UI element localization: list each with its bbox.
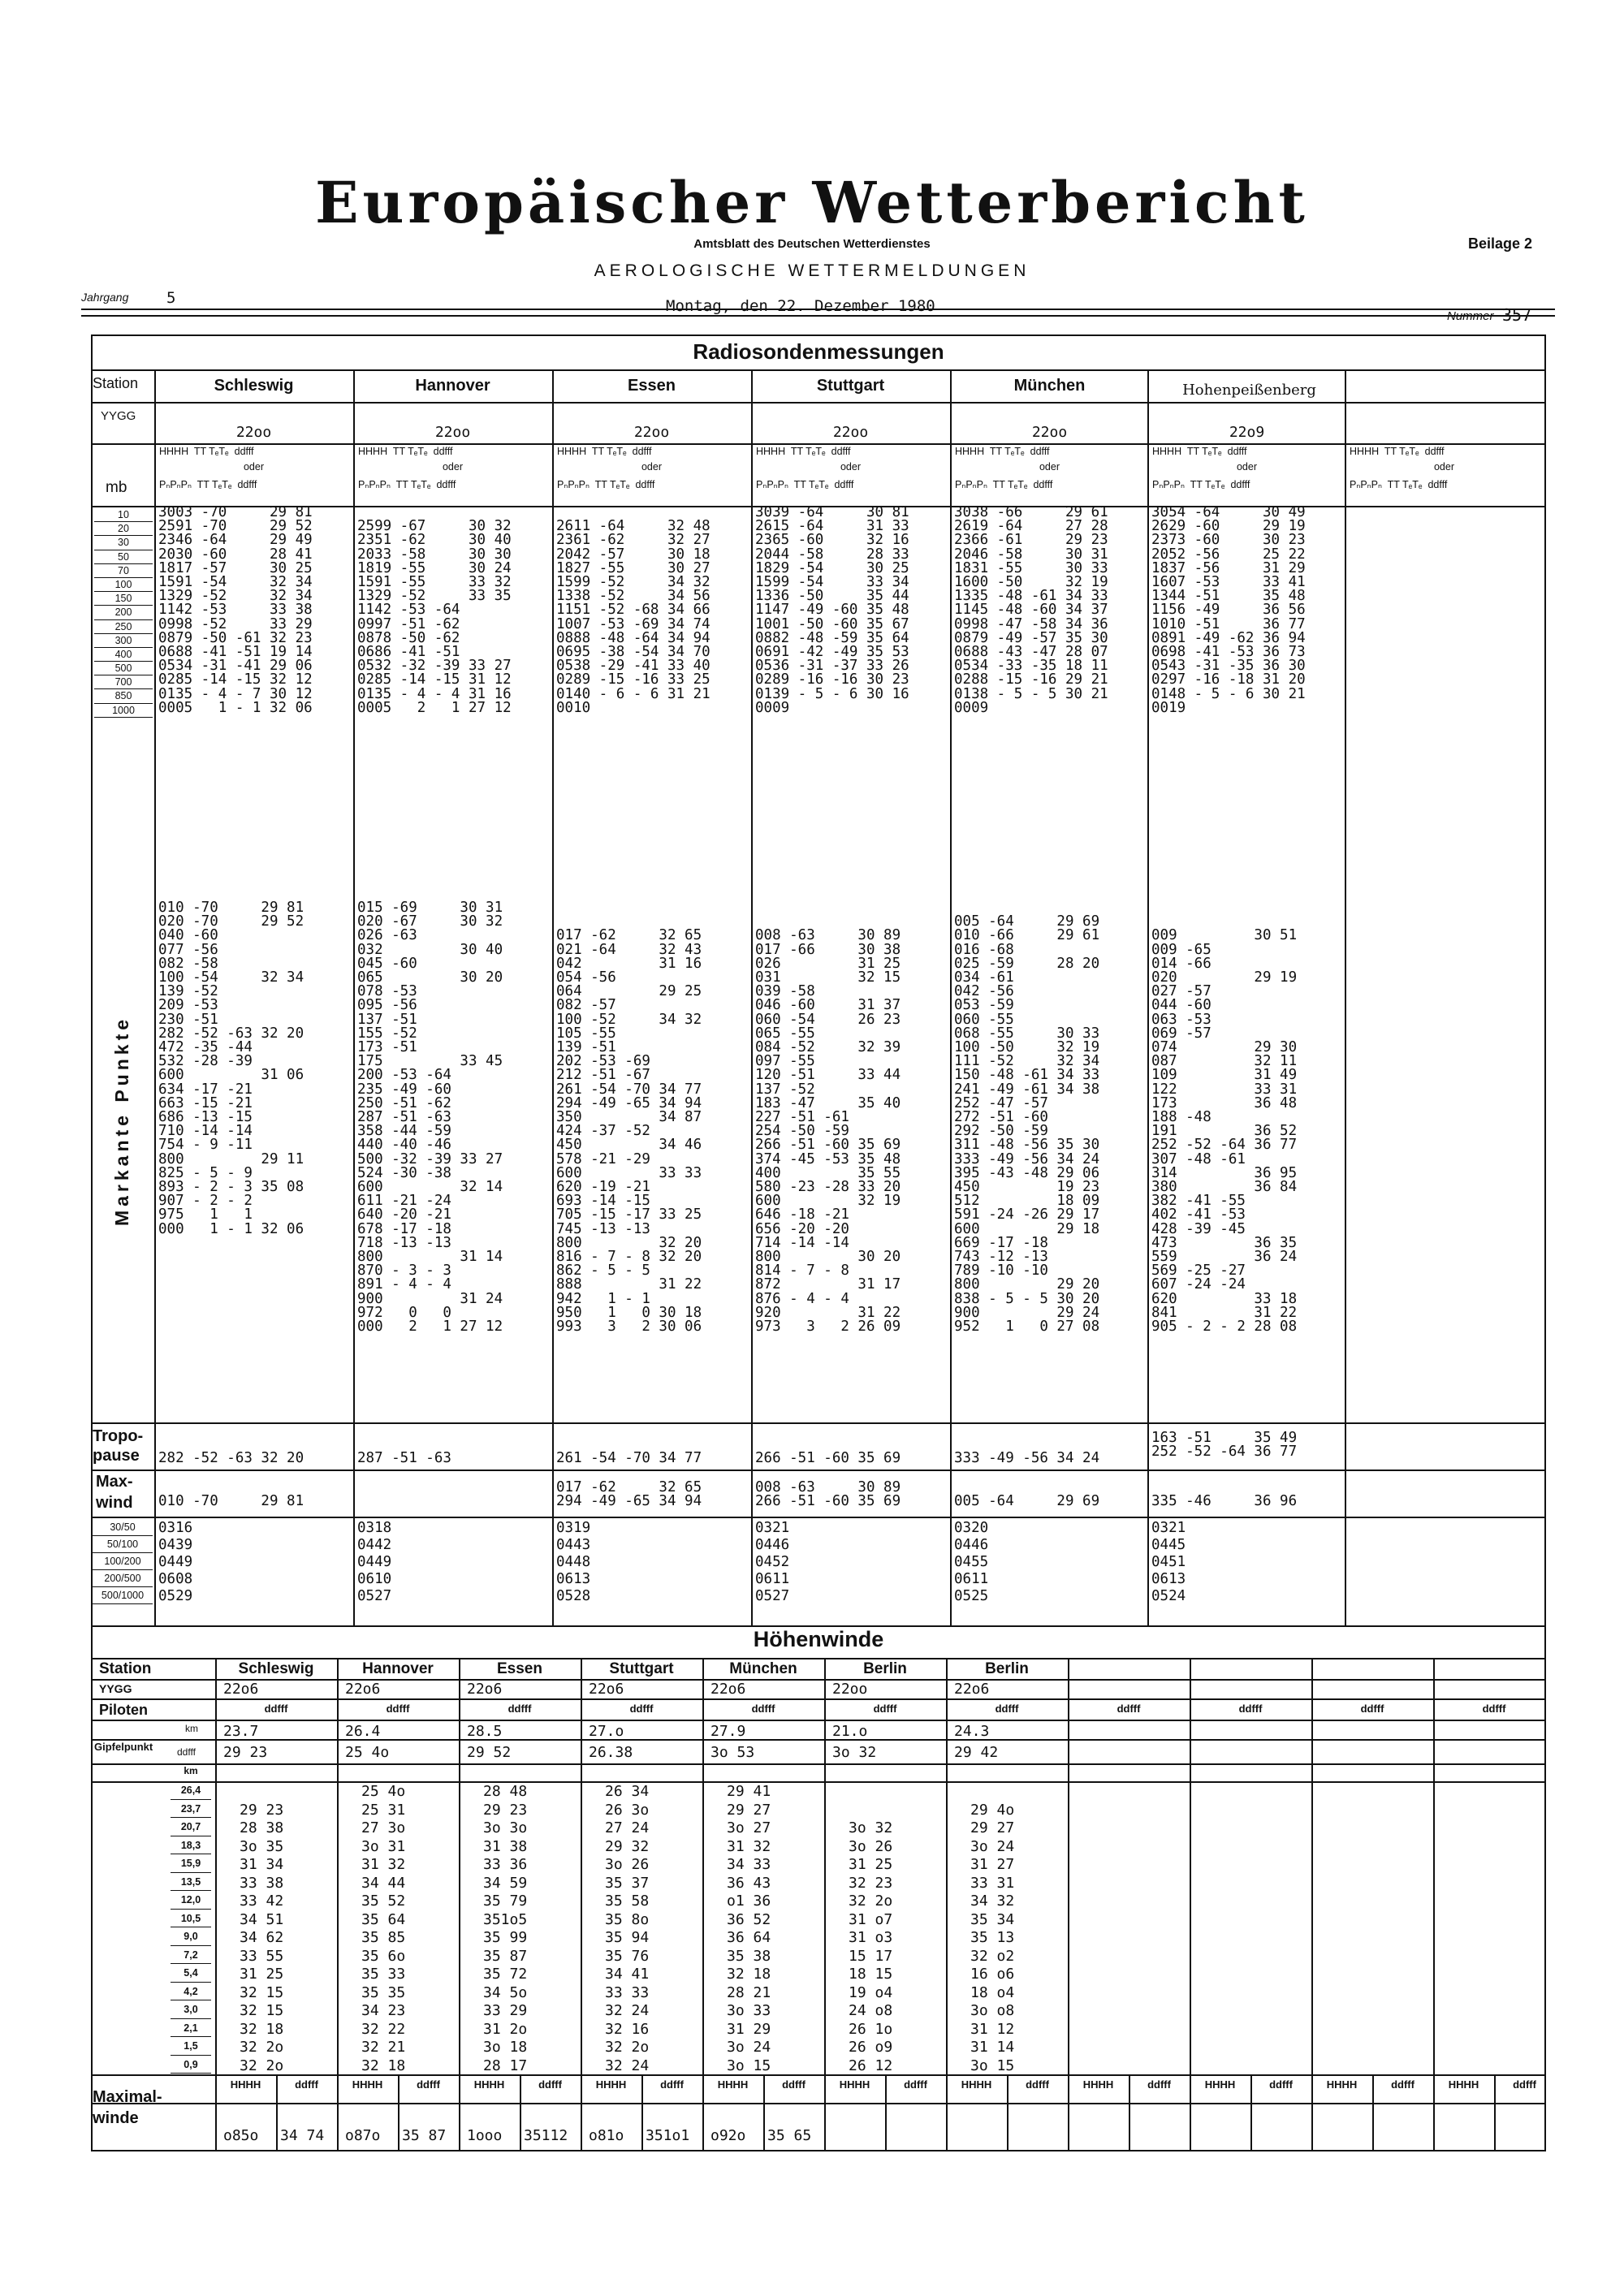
hw-km-level: 12,0 — [171, 1891, 211, 1910]
station-levels: 3039 -64 30 81 2615 -64 31 33 2365 -60 32 16 2044 -58 28 33 1829 -54 30 25 1599 -54 33 34 1336 -50 35 44 1147 -49 -60 35 48 1001 -50 -60 35 67 0882 -48 -59 35 64 0691 -42 -49 35 53 0536 -31 -37 33 26 0289 -16 -16 30 23 0139 - 5 - 6 30 16 0009 — [755, 504, 909, 716]
rule — [91, 2103, 1546, 2104]
rule — [1250, 2074, 1252, 2151]
station-yygg: 22oo — [235, 424, 272, 441]
station-thickness: 0318 0442 0449 0610 0527 — [357, 1520, 392, 1604]
hw-km-head: km — [184, 1765, 198, 1776]
markante-label: Markante Punkte — [111, 1015, 133, 1226]
hw-gipfel-km: 28.5 — [467, 1723, 503, 1740]
rule — [1068, 1658, 1069, 2151]
hw-max-ddfff-head: ddfff — [417, 2078, 440, 2091]
pressure-level: 100 — [94, 578, 153, 592]
hw-max-hhhh: o81o — [589, 2127, 624, 2144]
nummer-label: Nummer — [1447, 309, 1494, 323]
hw-km-level: 26,4 — [171, 1781, 211, 1800]
amtsblatt-text: Amtsblatt des Deutschen Wetterdienstes — [693, 237, 931, 251]
hw-gipfel-km: 24.3 — [954, 1723, 990, 1740]
hw-ddfff-head: ddfff — [1116, 1703, 1141, 1715]
rule — [1494, 2074, 1496, 2151]
thickness-level: 50/100 — [93, 1536, 153, 1553]
maxwind-label: Max- wind — [96, 1473, 133, 1512]
hw-gipfel-km: 27.9 — [710, 1723, 746, 1740]
rule — [91, 1698, 1546, 1700]
column-header-2: PₙPₙPₙ TT TₑTₑ ddfff — [756, 479, 854, 490]
station-thickness: 0319 0443 0448 0613 0528 — [556, 1520, 591, 1604]
hw-hhhh-head: HHHH — [1204, 2078, 1236, 2091]
hw-km-level: 5,4 — [171, 1964, 211, 1983]
column-header-oder: oder — [1433, 461, 1455, 473]
station-label: Station — [93, 375, 139, 391]
rule — [215, 1658, 217, 2151]
rule — [276, 2074, 278, 2151]
pressure-level: 50 — [94, 550, 153, 564]
station-name: München — [1013, 377, 1086, 395]
hoehenwinde-title: Höhenwinde — [753, 1627, 884, 1651]
hw-station-yygg: 22oo — [832, 1681, 868, 1698]
column-header: HHHH TT TₑTₑ ddfff — [159, 446, 254, 457]
hw-km-level: 20,7 — [171, 1818, 211, 1836]
hw-max-ddfff-head: ddfff — [295, 2078, 318, 2091]
hw-km-level: 0,9 — [171, 2056, 211, 2074]
hw-max-ddfff-head: ddfff — [1269, 2078, 1293, 2091]
station-tropopause: 266 -51 -60 35 69 — [755, 1450, 901, 1466]
hw-ddfff-head: ddfff — [264, 1703, 288, 1715]
pressure-level: 20 — [94, 522, 153, 536]
rule — [398, 2074, 400, 2151]
pressure-level: 300 — [94, 634, 153, 648]
station-thickness: 0320 0446 0455 0611 0525 — [954, 1520, 989, 1604]
rule — [154, 369, 156, 1627]
station-yygg: 22oo — [1031, 424, 1068, 441]
hw-max-dd: 351o1 — [646, 2127, 690, 2144]
hw-ddfff-label: ddfff — [177, 1746, 196, 1758]
station-name: Stuttgart — [816, 377, 885, 395]
hw-max-dd: 35 65 — [767, 2127, 812, 2144]
hw-max-hhhh: o87o — [345, 2127, 381, 2144]
hw-ddfff-head: ddfff — [629, 1703, 654, 1715]
hw-station-winds: 29 41 29 27 3o 27 31 32 34 33 36 43 o1 36 36 52 36 64 35 38 32 18 28 21 3o 33 31 29 3o 24 3o 15 — [727, 1783, 771, 2074]
hw-km-level: 15,9 — [171, 1854, 211, 1873]
hw-gipfel-km: 26.4 — [345, 1723, 381, 1740]
hw-max-ddfff-head: ddfff — [660, 2078, 684, 2091]
pressure-level: 850 — [94, 689, 153, 703]
rule — [91, 1720, 1546, 1721]
hw-station-winds: 29 4o 29 27 3o 24 31 27 33 31 34 32 35 34 35 13 32 o2 16 o6 18 o4 3o o8 31 12 31 14 3o 15 — [970, 1801, 1015, 2074]
hw-station-winds: 3o 32 3o 26 31 25 32 23 32 2o 31 o7 31 o3 15 17 18 15 19 o4 24 o8 26 1o 26 o9 26 12 — [849, 1819, 893, 2074]
hw-station-winds: 25 4o 25 31 27 3o 3o 31 31 32 34 44 35 52 35 64 35 85 35 6o 35 33 35 35 34 23 32 22 32 21 32 18 — [361, 1783, 406, 2074]
hw-hhhh-head: HHHH — [595, 2078, 627, 2091]
hw-station-name: Berlin — [985, 1660, 1029, 1677]
hw-station-yygg: 22o6 — [467, 1681, 503, 1698]
hw-gipfel-dd: 3o 53 — [710, 1744, 755, 1761]
hw-max-hhhh: o85o — [223, 2127, 259, 2144]
column-header: HHHH TT TₑTₑ ddfff — [756, 446, 851, 457]
hw-ddfff-head: ddfff — [751, 1703, 775, 1715]
column-header-2: PₙPₙPₙ TT TₑTₑ ddfff — [955, 479, 1053, 490]
column-header-2: PₙPₙPₙ TT TₑTₑ ddfff — [1350, 479, 1448, 490]
column-header-oder: oder — [1039, 461, 1060, 473]
rule — [581, 1658, 582, 2151]
rule — [885, 2074, 887, 2151]
hw-ddfff-head: ddfff — [873, 1703, 897, 1715]
hw-ddfff-head: ddfff — [386, 1703, 410, 1715]
hw-km-level: 10,5 — [171, 1910, 211, 1928]
rule — [91, 369, 1546, 371]
jahrgang-label: Jahrgang — [81, 291, 129, 304]
rule — [1311, 1658, 1313, 2151]
hw-max-ddfff-head: ddfff — [1147, 2078, 1171, 2091]
column-header: HHHH TT TₑTₑ ddfff — [1152, 446, 1247, 457]
rule — [353, 369, 355, 1627]
hw-gipfel-dd: 26.38 — [589, 1744, 633, 1761]
station-yygg: 22o9 — [1229, 424, 1265, 441]
hw-km-level: 4,2 — [171, 1983, 211, 2001]
hw-gipfel-dd: 3o 32 — [832, 1744, 877, 1761]
hw-gipfel-dd: 29 42 — [954, 1744, 999, 1761]
rule — [1007, 2074, 1009, 2151]
thickness-level: 100/200 — [93, 1553, 153, 1570]
rule — [552, 369, 554, 1627]
hw-station-name: Schleswig — [238, 1660, 314, 1677]
rule — [950, 369, 952, 1627]
rule — [702, 1658, 704, 2151]
header-rule-2 — [81, 315, 1555, 317]
rule — [91, 1517, 1546, 1518]
pressure-level: 400 — [94, 648, 153, 662]
hw-station-winds: 28 48 29 23 3o 3o 31 38 33 36 34 59 35 79 351o5 35 99 35 87 35 72 34 5o 33 29 31 2o 3o 18 28 17 — [483, 1783, 528, 2074]
rule — [641, 2074, 643, 2151]
hw-maximalwinde-label: Maximal- winde — [93, 2088, 162, 2127]
pressure-level: 700 — [94, 675, 153, 689]
hw-max-hhhh: o92o — [710, 2127, 746, 2144]
hw-station-name: Hannover — [362, 1660, 434, 1677]
station-tropopause: 261 -54 -70 34 77 — [556, 1450, 702, 1466]
rule — [91, 1781, 1546, 1783]
station-maxwind: 010 -70 29 81 — [158, 1493, 304, 1510]
thickness-level: 30/50 — [93, 1519, 153, 1536]
header-rule — [81, 309, 1555, 310]
pressure-level: 200 — [94, 606, 153, 619]
markante-label-wrap — [91, 966, 154, 1275]
rule — [91, 1763, 1546, 1765]
hw-max-ddfff-head: ddfff — [538, 2078, 562, 2091]
page-title: Europäischer Wetterbericht — [315, 169, 1309, 236]
hw-gipfel-dd: 25 4o — [345, 1744, 390, 1761]
column-header-oder: oder — [1236, 461, 1258, 473]
station-yygg: 22oo — [434, 424, 471, 441]
rule — [91, 443, 1546, 445]
jahrgang-value: 5 — [166, 289, 176, 307]
station-tropopause: 333 -49 -56 34 24 — [954, 1450, 1100, 1466]
hw-gipfel-label: Gipfelpunkt — [94, 1741, 153, 1753]
hw-hhhh-head: HHHH — [473, 2078, 505, 2091]
thickness-levels — [93, 1519, 153, 1604]
hw-station-yygg: 22o6 — [223, 1681, 259, 1698]
pressure-levels — [94, 508, 153, 718]
hw-km-level: 23,7 — [171, 1800, 211, 1819]
column-header-oder: oder — [840, 461, 862, 473]
hw-max-hhhh: 1ooo — [467, 2127, 503, 2144]
column-header: HHHH TT TₑTₑ ddfff — [1350, 446, 1445, 457]
hw-station-winds: 29 23 28 38 3o 35 31 34 33 38 33 42 34 51 34 62 33 55 31 25 32 15 32 15 32 18 32 2o 32 2o — [240, 1801, 284, 2074]
hw-max-ddfff-head: ddfff — [782, 2078, 806, 2091]
station-maxwind: 008 -63 30 89 266 -51 -60 35 69 — [755, 1479, 901, 1510]
hw-km-label: km — [185, 1723, 198, 1734]
rule — [1147, 369, 1149, 1627]
station-tropopause: 287 -51 -63 — [357, 1450, 451, 1466]
station-thickness: 0321 0446 0452 0611 0527 — [755, 1520, 790, 1604]
hw-station-yygg: 22o6 — [345, 1681, 381, 1698]
station-levels: 2611 -64 32 48 2361 -62 32 27 2042 -57 30 18 1827 -55 30 27 1599 -52 34 32 1338 -52 34 56 1151 -52 -68 34 66 1007 -53 -69 34 74 0888 -48 -64 34 94 0695 -38 -54 34 70 0538 -29 -41 33 40 0289 -15 -16 33 25 0140 - 6 - 6 31 21 0010 — [556, 518, 710, 716]
hw-hhhh-head: HHHH — [1448, 2078, 1479, 2091]
hw-ddfff-head: ddfff — [508, 1703, 532, 1715]
station-yygg: 22oo — [832, 424, 869, 441]
hw-station-yygg: 22o6 — [589, 1681, 624, 1698]
station-markante: 015 -69 30 31 020 -67 30 32 026 -63 032 30 40 045 -60 065 30 20 078 -53 095 -56 137 -51 155 -52 173 -51 175 33 45 200 -53 -64 235 -49 -60 250 -51 -62 287 -51 -63 358 -44 -59 440 -40 -46 500 -32 -39 33 27 524 -30 -38 600 32 14 611 -21 -24 640 -20 -21 678 -17 -18 718 -13 -13 800 31 14 870 - 3 - 3 891 - 4 - 4 900 31 24 972 0 0 000 2 1 27 12 — [357, 900, 503, 1336]
hw-km-level: 1,5 — [171, 2037, 211, 2056]
station-maxwind: 005 -64 29 69 — [954, 1493, 1100, 1510]
hw-km-level: 18,3 — [171, 1836, 211, 1855]
rule — [1345, 369, 1346, 1627]
hw-max-ddfff-head: ddfff — [1513, 2078, 1536, 2091]
hw-max-dd: 35 87 — [402, 2127, 447, 2144]
hw-gipfel-km: 27.o — [589, 1723, 624, 1740]
rule — [91, 2074, 1546, 2076]
hw-station-label: Station — [99, 1660, 152, 1677]
hw-station-name: München — [729, 1660, 797, 1677]
pressure-level: 10 — [94, 508, 153, 522]
rule — [91, 1658, 1546, 1659]
rule — [459, 1658, 460, 2151]
rule — [1433, 1658, 1435, 2151]
column-header: HHHH TT TₑTₑ ddfff — [557, 446, 652, 457]
column-header-2: PₙPₙPₙ TT TₑTₑ ddfff — [1152, 479, 1250, 490]
station-tropopause: 282 -52 -63 32 20 — [158, 1450, 304, 1466]
station-levels: 3054 -64 30 49 2629 -60 29 19 2373 -60 30 23 2052 -56 25 22 1837 -56 31 29 1607 -53 33 41 1344 -51 35 48 1156 -49 36 56 1010 -51 36 77 0891 -49 -62 36 94 0698 -41 -53 36 73 0543 -31 -35 36 30 0297 -16 -18 31 20 0148 - 5 - 6 30 21 0019 — [1151, 504, 1306, 716]
station-levels: 2599 -67 30 32 2351 -62 30 40 2033 -58 30 30 1819 -55 30 24 1591 -55 33 32 1329 -52 33 35 1142 -53 -64 0997 -51 -62 0878 -50 -62 0686 -41 -51 0532 -32 -39 33 27 0285 -14 -15 31 12 0135 - 4 - 4 31 16 0005 2 1 27 12 — [357, 518, 512, 716]
rule — [91, 1470, 1546, 1471]
hw-hhhh-head: HHHH — [1326, 2078, 1358, 2091]
subtitle: AEROLOGISCHE WETTERMELDUNGEN — [594, 261, 1030, 280]
station-levels: 3038 -66 29 61 2619 -64 27 28 2366 -61 29 23 2046 -58 30 31 1831 -55 30 33 1600 -50 32 19 1335 -48 -61 34 33 1145 -48 -60 34 37 0998 -47 -58 34 36 0879 -49 -57 35 30 0688 -43 -47 28 07 0534 -33 -35 18 11 0288 -15 -16 29 21 0138 - 5 - 5 30 21 0009 — [954, 504, 1108, 716]
rule — [91, 402, 1546, 404]
nummer-value: 357 — [1502, 305, 1532, 325]
rule — [763, 2074, 765, 2151]
station-tropopause: 163 -51 35 49 252 -52 -64 36 77 — [1151, 1430, 1298, 1461]
column-header-2: PₙPₙPₙ TT TₑTₑ ddfff — [358, 479, 456, 490]
station-yygg: 22oo — [633, 424, 670, 441]
hw-max-dd: 35112 — [524, 2127, 568, 2144]
beilage-label: Beilage 2 — [1468, 235, 1533, 252]
station-markante: 008 -63 30 89 017 -66 30 38 026 31 25 031 32 15 039 -58 046 -60 31 37 060 -54 26 23 065 -55 084 -52 32 39 097 -55 120 -51 33 44 137 -52 183 -47 35 40 227 -51 -61 254 -50 -59 266 -51 -60 35 69 374 -45 -53 35 48 400 35 55 580 -23 -28 33 20 600 32 19 646 -18 -21 656 -20 -20 714 -14 -14 800 30 20 814 - 7 - 8 872 31 17 876 - 4 - 4 920 31 22 973 3 2 26 09 — [755, 927, 901, 1336]
column-header-oder: oder — [442, 461, 464, 473]
station-name: Essen — [628, 377, 676, 395]
hw-yygg-label: YYGG — [99, 1682, 132, 1695]
station-thickness: 0321 0445 0451 0613 0524 — [1151, 1520, 1186, 1604]
station-name: Schleswig — [214, 377, 294, 395]
rule — [1129, 2074, 1130, 2151]
hw-hhhh-head: HHHH — [1082, 2078, 1114, 2091]
pressure-level: 150 — [94, 592, 153, 606]
hw-ddfff-head: ddfff — [995, 1703, 1019, 1715]
date-text: Montag, den 22. Dezember 1980 — [666, 297, 935, 315]
rule — [337, 1658, 339, 2151]
column-header-oder: oder — [641, 461, 663, 473]
column-header-2: PₙPₙPₙ TT TₑTₑ ddfff — [557, 479, 655, 490]
hw-hhhh-head: HHHH — [839, 2078, 870, 2091]
rule — [91, 1739, 1546, 1741]
hw-km-level: 13,5 — [171, 1873, 211, 1892]
hw-max-dd: 34 74 — [280, 2127, 325, 2144]
hw-ddfff-head: ddfff — [1238, 1703, 1263, 1715]
thickness-level: 500/1000 — [93, 1587, 153, 1604]
hw-ddfff-head: ddfff — [1360, 1703, 1384, 1715]
yygg-label: YYGG — [101, 409, 136, 423]
hw-gipfel-dd: 29 52 — [467, 1744, 512, 1761]
column-header-2: PₙPₙPₙ TT TₑTₑ ddfff — [159, 479, 257, 490]
hw-km-level: 3,0 — [171, 2000, 211, 2019]
station-name: Hannover — [415, 377, 490, 395]
hw-hhhh-head: HHHH — [230, 2078, 261, 2091]
hw-hhhh-head: HHHH — [961, 2078, 992, 2091]
hw-km-level: 9,0 — [171, 1927, 211, 1946]
hw-max-ddfff-head: ddfff — [1391, 2078, 1415, 2091]
pressure-level: 70 — [94, 564, 153, 578]
pressure-level: 30 — [94, 536, 153, 550]
rule — [751, 369, 753, 1627]
hw-piloten-label: Piloten — [99, 1702, 149, 1718]
pressure-level: 1000 — [94, 704, 153, 718]
column-header: HHHH TT TₑTₑ ddfff — [955, 446, 1050, 457]
hw-gipfel-dd: 29 23 — [223, 1744, 268, 1761]
hw-max-ddfff-head: ddfff — [1026, 2078, 1049, 2091]
hw-ddfff-head: ddfff — [1482, 1703, 1506, 1715]
station-thickness: 0316 0439 0449 0608 0529 — [158, 1520, 193, 1604]
rule — [91, 1422, 1546, 1424]
radiosonde-title: Radiosondenmessungen — [693, 339, 944, 364]
column-header-oder: oder — [243, 461, 265, 473]
hw-km-level: 7,2 — [171, 1946, 211, 1965]
hw-station-yygg: 22o6 — [710, 1681, 746, 1698]
station-markante: 005 -64 29 69 010 -66 29 61 016 -68 025 -59 28 20 034 -61 042 -56 053 -59 060 -55 068 -55 30 33 100 -50 32 19 111 -52 32 34 150 -48 -61 34 33 241 -49 -61 34 38 252 -47 -57 272 -51 -60 292 -50 -59 311 -48 -56 35 30 333 -49 -56 34 24 395 -43 -48 29 06 450 19 23 512 18 09 591 -24 -26 29 17 600 29 18 669 -17 -18 743 -12 -13 789 -10 -10 800 29 20 838 - 5 - 5 30 20 900 29 24 952 1 0 27 08 — [954, 913, 1100, 1336]
station-levels: 3003 -70 29 81 2591 -70 29 52 2346 -64 29 49 2030 -60 28 41 1817 -57 30 25 1591 -54 32 34 1329 -52 32 34 1142 -53 33 38 0998 -52 33 29 0879 -50 -61 32 23 0688 -41 -51 19 14 0534 -31 -41 29 06 0285 -14 -15 32 12 0135 - 4 - 7 30 12 0005 1 - 1 32 06 — [158, 504, 313, 716]
hw-km-levels — [171, 1781, 211, 2074]
rule — [1372, 2074, 1374, 2151]
pressure-level: 500 — [94, 662, 153, 675]
station-markante: 009 30 51 009 -65 014 -66 020 29 19 027 -57 044 -60 063 -53 069 -57 074 29 30 087 32 11 109 31 49 122 33 31 173 36 48 188 -48 191 36 52 252 -52 -64 36 77 307 -48 -61 314 36 95 380 36 84 382 -41 -55 402 -41 -53 428 -39 -45 473 36 35 559 36 24 569 -25 -27 607 -24 -24 620 33 18 841 31 22 905 - 2 - 2 28 08 — [1151, 927, 1298, 1336]
station-name: Hohenpeißenberg — [1182, 382, 1316, 399]
hw-hhhh-head: HHHH — [717, 2078, 749, 2091]
rule — [520, 2074, 521, 2151]
tropopause-label: Tropo- pause — [93, 1427, 144, 1465]
station-maxwind: 335 -46 36 96 — [1151, 1493, 1298, 1510]
rule — [824, 1658, 826, 2151]
hw-km-level: 2,1 — [171, 2019, 211, 2038]
hw-gipfel-km: 23.7 — [223, 1723, 259, 1740]
pressure-level: 250 — [94, 620, 153, 634]
column-header: HHHH TT TₑTₑ ddfff — [358, 446, 453, 457]
station-markante: 010 -70 29 81 020 -70 29 52 040 -60 077 -56 082 -58 100 -54 32 34 139 -52 209 -53 230 -51 282 -52 -63 32 20 472 -35 -44 532 -28 -39 600 31 06 634 -17 -21 663 -15 -21 686 -13 -15 710 -14 -14 754 - 9 -11 800 29 11 825 - 5 - 9 893 - 2 - 3 35 08 907 - 2 - 2 975 1 1 000 1 - 1 32 06 — [158, 900, 304, 1237]
hw-hhhh-head: HHHH — [352, 2078, 383, 2091]
station-maxwind: 017 -62 32 65 294 -49 -65 34 94 — [556, 1479, 702, 1510]
thickness-level: 200/500 — [93, 1570, 153, 1587]
hw-gipfel-km: 21.o — [832, 1723, 868, 1740]
hw-station-yygg: 22o6 — [954, 1681, 990, 1698]
rule — [946, 1658, 948, 2151]
hw-max-ddfff-head: ddfff — [904, 2078, 927, 2091]
hw-station-name: Essen — [497, 1660, 542, 1677]
rule — [91, 1679, 1546, 1681]
station-markante: 017 -62 32 65 021 -64 32 43 042 31 16 054 -56 064 29 25 082 -57 100 -52 34 32 105 -55 139 -51 202 -53 -69 212 -51 -67 261 -54 -70 34 77 294 -49 -65 34 94 350 34 87 424 -37 -52 450 34 46 578 -21 -29 600 33 33 620 -19 -21 693 -14 -15 705 -15 -17 33 25 745 -13 -13 800 32 20 816 - 7 - 8 32 20 862 - 5 - 5 888 31 22 942 1 - 1 950 1 0 30 18 993 3 2 30 06 — [556, 927, 702, 1336]
hw-station-name: Berlin — [863, 1660, 907, 1677]
mb-label: mb — [106, 479, 127, 496]
rule — [1190, 1658, 1191, 2151]
hw-station-name: Stuttgart — [609, 1660, 674, 1677]
hw-station-winds: 26 34 26 3o 27 24 29 32 3o 26 35 37 35 58 35 8o 35 94 35 76 34 41 33 33 32 24 32 16 32 2o 32 24 — [605, 1783, 650, 2074]
